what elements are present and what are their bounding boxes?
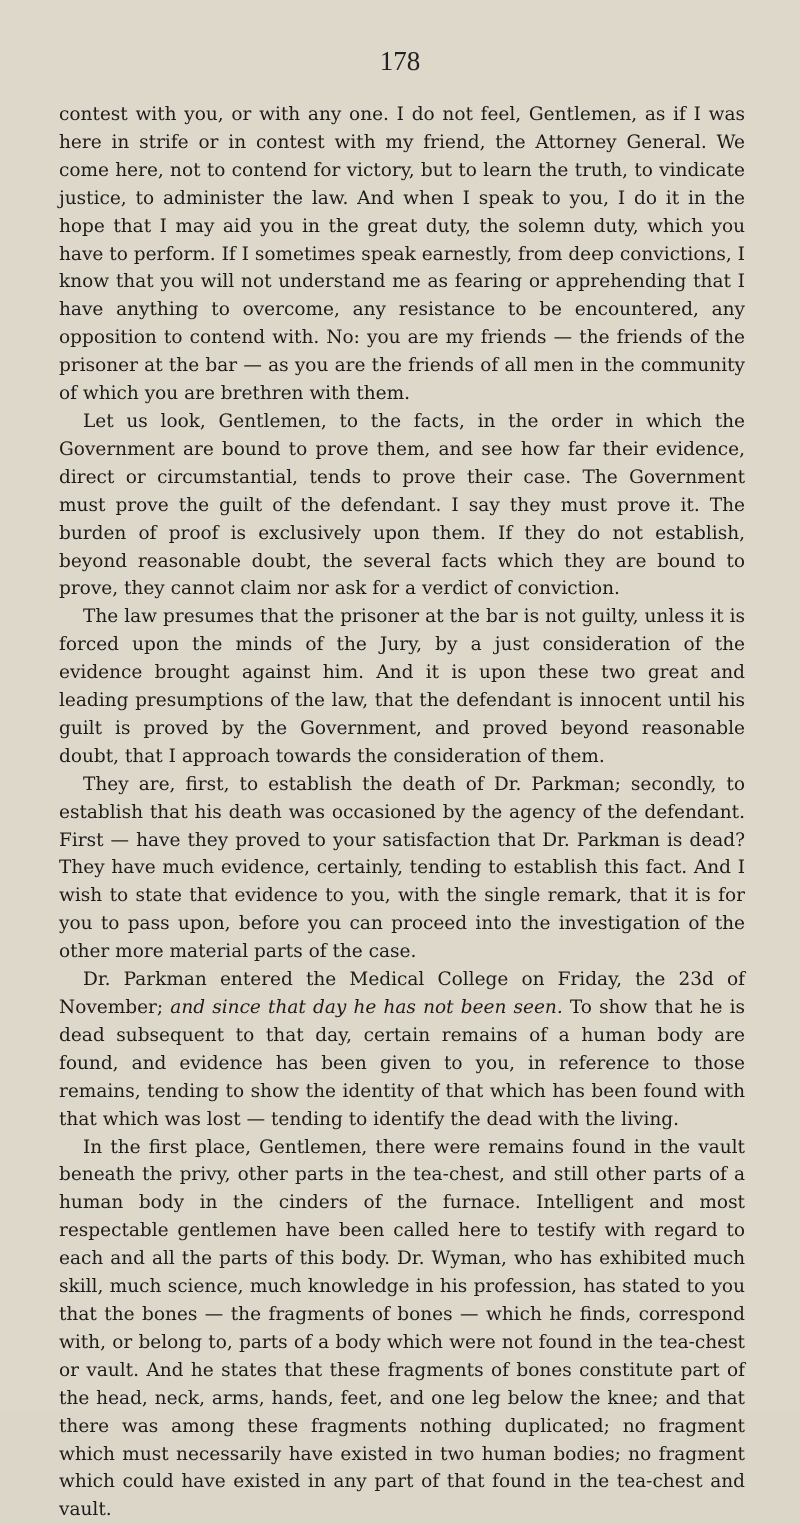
paragraph-5-text-a: Dr. Parkman entered the Medical College on Friday, the 23d of November; bbox=[59, 969, 745, 1018]
paragraph-3 bbox=[59, 603, 745, 770]
body-text bbox=[59, 101, 745, 1524]
paragraph-6 bbox=[59, 1134, 745, 1524]
paragraph-5-text-b: To show that he is dead subsequent to that day, certain remains of a human body are found, and evidence has been given to you, in reference to those remains, tending to show the identity of that which has been found with that which was lost — tending to identify the dead with the living. bbox=[59, 997, 745, 1130]
paragraph-1 bbox=[59, 101, 745, 408]
paragraph-2-text: Let us look, Gentlemen, to the facts, in the order in which the Government are bound to prove them, and see how far their evidence, direct or circumstantial, tends to prove their case. The Government must prove the guilt of the defendant. I say they must prove it. The burden of proof is exclusively upon them. If they do not establish, beyond reasonable doubt, the several facts which they are bound to prove, they cannot claim nor ask for a verdict of conviction. bbox=[59, 410, 745, 600]
paragraph-4-text: They are, first, to establish the death of Dr. Parkman; secondly, to establish that his death was occasioned by the agency of the defendant. First — have they proved to your satisfaction that Dr. Parkman is dead? They have much evidence, certainly, tending to establish this fact. And I wish to state that evidence to you, with the single remark, that it is for you to pass upon, before you can proceed into the investigation of the other more material parts of the case. bbox=[59, 773, 745, 963]
paragraph-4 bbox=[59, 771, 745, 966]
page-number: 178 bbox=[379, 46, 421, 76]
paragraph-2 bbox=[59, 408, 745, 603]
paragraph-3-text: The law presumes that the prisoner at the bar is not guilty, unless it is forced upon the minds of the Jury, by a just consideration of the evidence brought against him. And it is upon these two great and leading presumptions of the law, that the defendant is innocent until his guilt is proved by the Government, and proved beyond reasonable doubt, that I approach towards the consideration of them. bbox=[59, 606, 745, 767]
paragraph-6-text: In the first place, Gentlemen, there were remains found in the vault beneath the privy, other parts in the tea-chest, and still other parts of a human body in the cinders of the furnace. Intelligent and most respectable gentlemen have been called here to testify with regard to each and all the parts of this body. Dr. Wyman, who has exhibited much skill, much science, much knowledge in his profession, has stated to you that the bones — the fragments of bones — which he finds, correspond with, or belong to, parts of a body which were not found in the tea-chest or vault. And he states that these fragments of bones constitute part of the head, neck, arms, hands, feet, and one leg below the knee; and that there was among these fragments nothing duplicated; no fragment which must necessarily have existed in two human bodies; no fragment which could have existed in any part of that found in the tea-chest and vault. bbox=[59, 1136, 745, 1521]
paragraph-5-italic-text: and since that day he has not been seen. bbox=[170, 997, 563, 1018]
paragraph-5 bbox=[59, 966, 745, 1133]
paragraph-1-text: contest with you, or with any one. I do not feel, Gentlemen, as if I was here in strife or in contest with my friend, the Attorney General. We come here, not to contend for victory, but to learn the truth, to vindicate justice, to administer the law. And when I speak to you, I do it in the hope that I may aid you in the great duty, the solemn duty, which you have to perform. If I sometimes speak earnestly, from deep convictions, I know that you will not understand me as fearing or apprehending that I have anything to overcome, any resistance to be encountered, any opposition to contend with. No: you are my friends — the friends of the prisoner at the bar — as you are the friends of all men in the community of which you are brethren with them. bbox=[59, 104, 745, 405]
